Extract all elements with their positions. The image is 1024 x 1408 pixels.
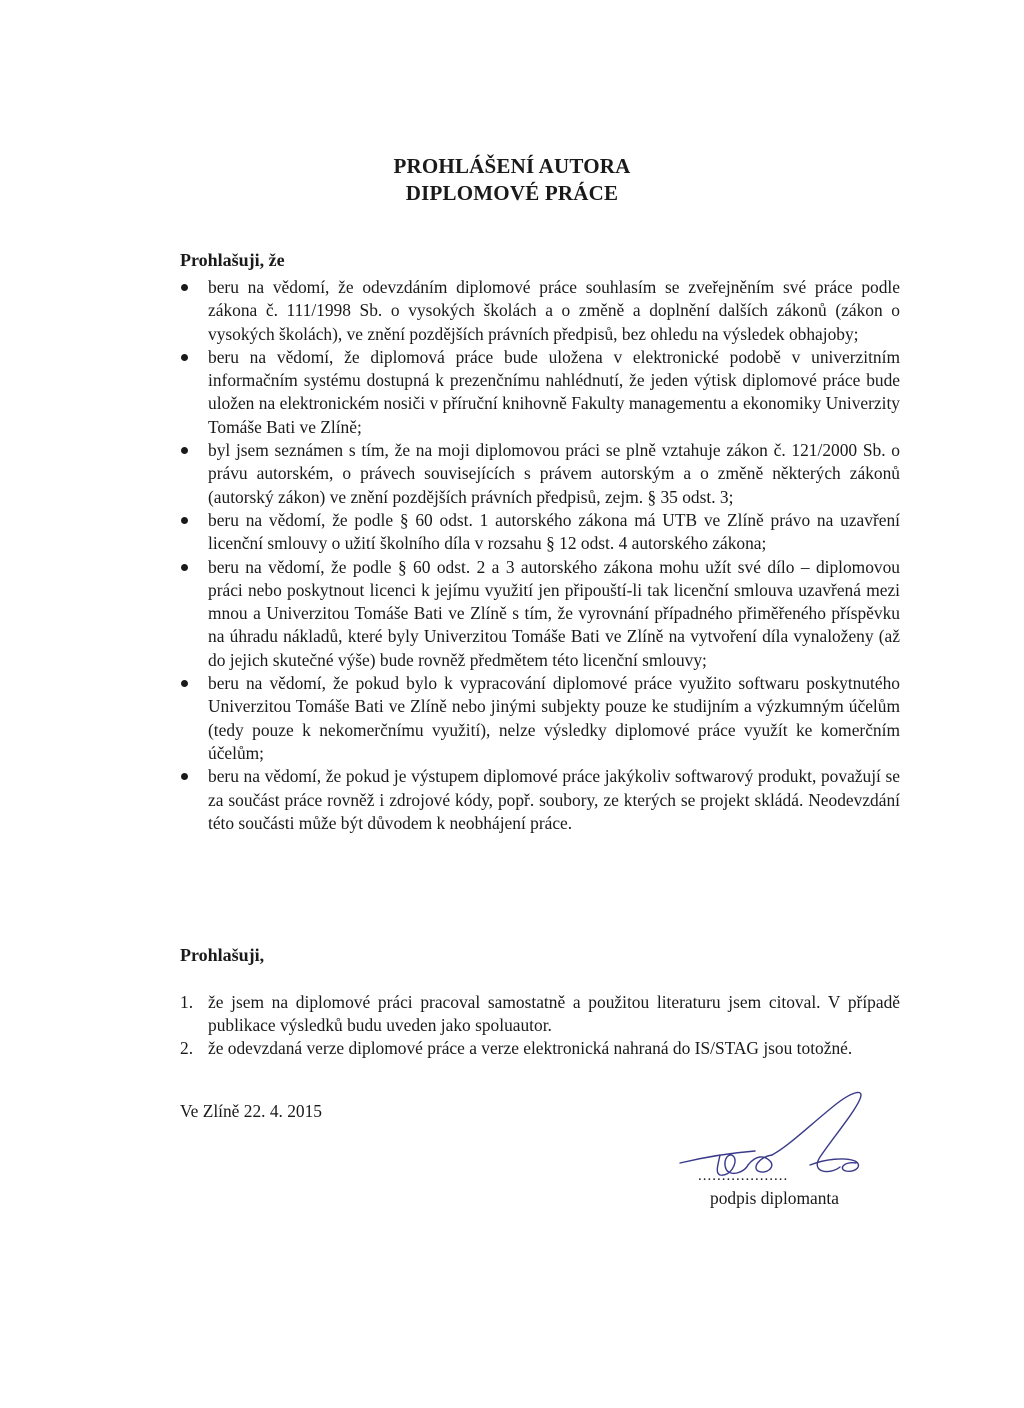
declaration-numbered-list — [180, 991, 900, 1060]
item-text: že jsem na diplomové práci pracoval samostatně a použitou literaturu jsem citoval. V případě publikace výsledků budu uveden jako spoluautor. — [208, 992, 900, 1035]
section1-heading: Prohlašuji, že — [180, 250, 285, 270]
document-title-line2: DIPLOMOVÉ PRÁCE — [405, 181, 619, 205]
section2-heading: Prohlašuji, — [180, 945, 265, 965]
bullet-item: beru na vědomí, že diplomová práce bude uložena v elektronické podobě v univerzitním informačním systému dostupná k prezenčnímu nahlédnutí, že jeden výtisk diplomové práce bude uložen na elektronickém nosiči v příruční knihovně Fakulty managementu a ekonomiky Univerzity Tomáše Bati ve Zlíně; — [180, 346, 900, 439]
bullet-item: beru na vědomí, že pokud bylo k vypracování diplomové práce využito softwaru poskytnutého Univerzitou Tomáše Bati ve Zlíně nebo jinými subjekty pouze ke studijním a výzkumným účelům (tedy pouze k nekomerčnímu využití), nelze výsledky diplomové práce využít ke komerčním účelům; — [180, 672, 900, 765]
bullet-item: beru na vědomí, že podle § 60 odst. 1 autorského zákona má UTB ve Zlíně právo na uzavření licenční smlouvy o užití školního díla v rozsahu § 12 odst. 4 autorského zákona; — [180, 509, 900, 556]
signature-caption: podpis diplomanta — [710, 1188, 839, 1208]
declaration-bullet-list — [180, 276, 900, 835]
signature-dots: ................... — [698, 1168, 789, 1184]
bullet-item: byl jsem seznámen s tím, že na moji diplomovou práci se plně vztahuje zákon č. 121/2000 Sb. o právu autorském, o právech souvisejících s právem autorským a o změně některých zákonů (autorský zákon) ve znění pozdějších právních předpisů, zejm. § 35 odst. 3; — [180, 439, 900, 509]
bullet-item: beru na vědomí, že podle § 60 odst. 2 a 3 autorského zákona mohu užít své dílo – diplomovou práci nebo poskytnout licenci k jejímu využití jen připouští-li tak licenční smlouva uzavřená mezi mnou a Univerzitou Tomáše Bati ve Zlíně s tím, že vyrovnání případného přiměřeného příspěvku na úhradu nákladů, které byly Univerzitou Tomáše Bati ve Zlíně na vytvoření díla vynaloženy (až do jejich skutečné výše) bude rovněž předmětem této licenční smlouvy; — [180, 556, 900, 672]
document-title-line1: PROHLÁŠENÍ AUTORA — [393, 154, 631, 178]
bullet-item: beru na vědomí, že pokud je výstupem diplomové práce jakýkoliv softwarový produkt, považují se za součást práce rovněž i zdrojové kódy, popř. soubory, ze kterých se projekt skládá. Neodevzdání této součásti může být důvodem k neobhájení práce. — [180, 765, 900, 835]
numbered-item — [180, 1037, 900, 1060]
bullet-item: beru na vědomí, že odevzdáním diplomové práce souhlasím se zveřejněním své práce podle zákona č. 111/1998 Sb. o vysokých školách a o změně a doplnění dalších zákonů (zákon o vysokých školách), ve znění pozdějších právních předpisů, bez ohledu na výsledek obhajoby; — [180, 276, 900, 346]
place-and-date: Ve Zlíně 22. 4. 2015 — [180, 1101, 323, 1121]
numbered-item — [180, 991, 900, 1037]
item-text: že odevzdaná verze diplomové práce a verze elektronická nahraná do IS/STAG jsou totožné. — [208, 1038, 853, 1058]
item-number: 2. — [180, 1038, 194, 1058]
item-number: 1. — [180, 992, 194, 1012]
